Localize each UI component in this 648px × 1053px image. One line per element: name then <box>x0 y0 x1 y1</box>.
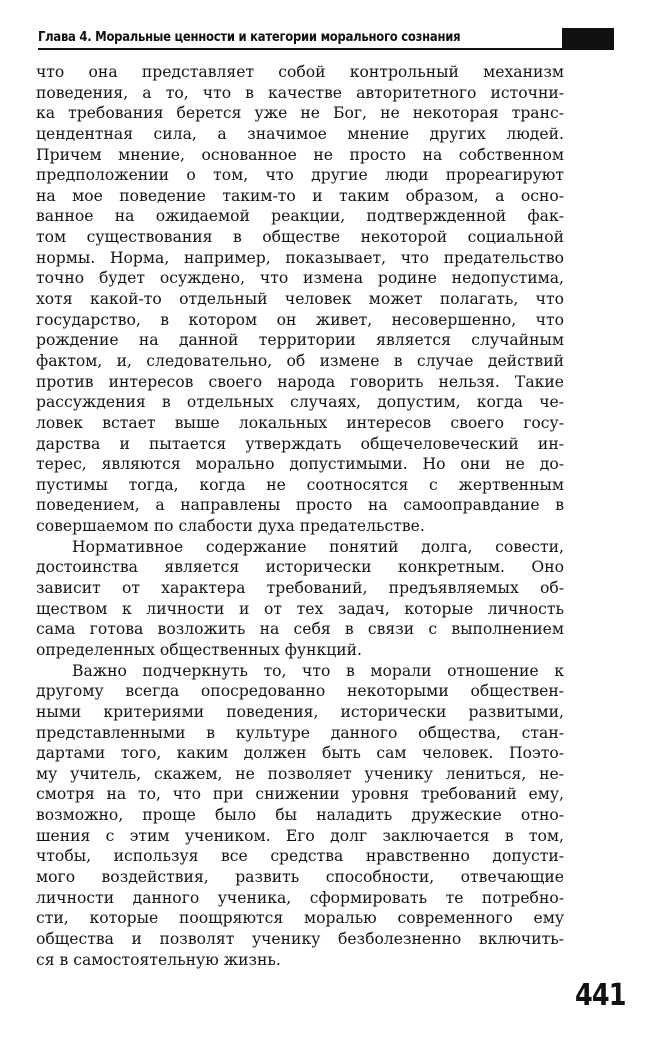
text-line: ся в самостоятельную жизнь. <box>36 950 281 969</box>
text-line: поведением, а направлены просто на самооправдание в <box>36 496 564 515</box>
chapter-title: Глава 4. Моральные ценности и категории морального сознания <box>38 29 461 45</box>
text-line: предположении о том, что другие люди прореагируют <box>36 166 564 185</box>
text-line: государство, в котором он живет, несовершенно, что <box>36 310 564 329</box>
text-line: му учитель, скажем, не позволяет ученику лениться, не- <box>36 764 564 783</box>
text-line: поведения, а то, что в качестве авторитетного источни- <box>36 83 564 102</box>
text-line: чтобы, используя все средства нравственно допусти- <box>36 847 564 866</box>
text-line: сти, которые поощряются моралью современного ему <box>36 909 564 928</box>
text-line: что она представляет собой контрольный механизм <box>36 63 564 81</box>
text-line: ка требования берется уже не Бог, не некоторая транс- <box>36 104 564 123</box>
text-line: дартами того, каким должен быть сам человек. Поэто- <box>36 744 564 763</box>
text-line: возможно, проще было бы наладить дружеские отно- <box>36 806 564 825</box>
text-line: терес, являются морально допустимыми. Но они не до- <box>36 455 564 474</box>
text-line: ными критериями поведения, исторически развитыми, <box>36 702 564 721</box>
text-line: мого воздействия, развить способности, отвечающие <box>36 867 564 886</box>
header-rule <box>38 48 614 50</box>
running-header <box>38 28 614 50</box>
text-line: против интересов своего народа говорить нельзя. Такие <box>36 372 564 391</box>
text-line: рассуждения в отдельных случаях, допустим, когда че- <box>36 393 564 412</box>
text-line: том существования в обществе некоторой социальной <box>36 228 564 247</box>
text-line: шения с этим учеником. Его долг заключается в том, <box>36 826 564 845</box>
body-text <box>36 62 564 970</box>
text-line: пустимы тогда, когда не соотносятся с жертвенным <box>36 475 564 494</box>
paragraph <box>36 661 564 971</box>
text-line: дарства и пытается утверждать общечеловеческий ин- <box>36 434 564 453</box>
text-line: ванное на ожидаемой реакции, подтвержденной фак- <box>36 207 564 226</box>
text-line: точно будет осуждено, что измена родине недопустима, <box>36 269 564 288</box>
text-line: Важно подчеркнуть то, что в морали отношение к <box>72 661 564 680</box>
text-line: определенных общественных функций. <box>36 640 363 659</box>
text-line: на мое поведение таким-то и таким образом, а осно- <box>36 186 564 205</box>
text-line: смотря на то, что при снижении уровня требований ему, <box>36 785 564 804</box>
text-line: Причем мнение, основанное не просто на собственном <box>36 145 564 164</box>
text-line: совершаемом по слабости духа предательстве. <box>36 517 425 536</box>
text-line: нормы. Норма, например, показывает, что предательство <box>36 248 564 267</box>
text-line: представленными в культуре данного общества, стан- <box>36 723 564 742</box>
text-line: рождение на данной территории является случайным <box>36 331 564 350</box>
text-line: достоинства является исторически конкретным. Оно <box>36 558 564 577</box>
text-line: фактом, и, следовательно, об измене в случае действий <box>36 351 564 370</box>
text-line: другому всегда опосредованно некоторыми обществен- <box>36 682 564 701</box>
text-line: цендентная сила, а значимое мнение других людей. <box>36 124 564 143</box>
paragraph <box>36 62 564 537</box>
text-line: личности данного ученика, сформировать те потребно- <box>36 888 564 907</box>
page-number: 441 <box>575 978 626 1013</box>
text-line: сама готова возложить на себя в связи с выполнением <box>36 620 564 639</box>
text-line: ществом к личности и от тех задач, которые личность <box>36 599 564 618</box>
text-line: Нормативное содержание понятий долга, совести, <box>72 537 564 556</box>
paragraph <box>36 537 564 661</box>
header-black-block <box>562 28 614 48</box>
text-line: хотя какой-то отдельный человек может полагать, что <box>36 290 564 309</box>
text-line: общества и позволят ученику безболезненно включить- <box>36 929 564 948</box>
text-line: ловек встает выше локальных интересов своего госу- <box>36 413 564 432</box>
text-line: зависит от характера требований, предъявляемых об- <box>36 579 564 598</box>
